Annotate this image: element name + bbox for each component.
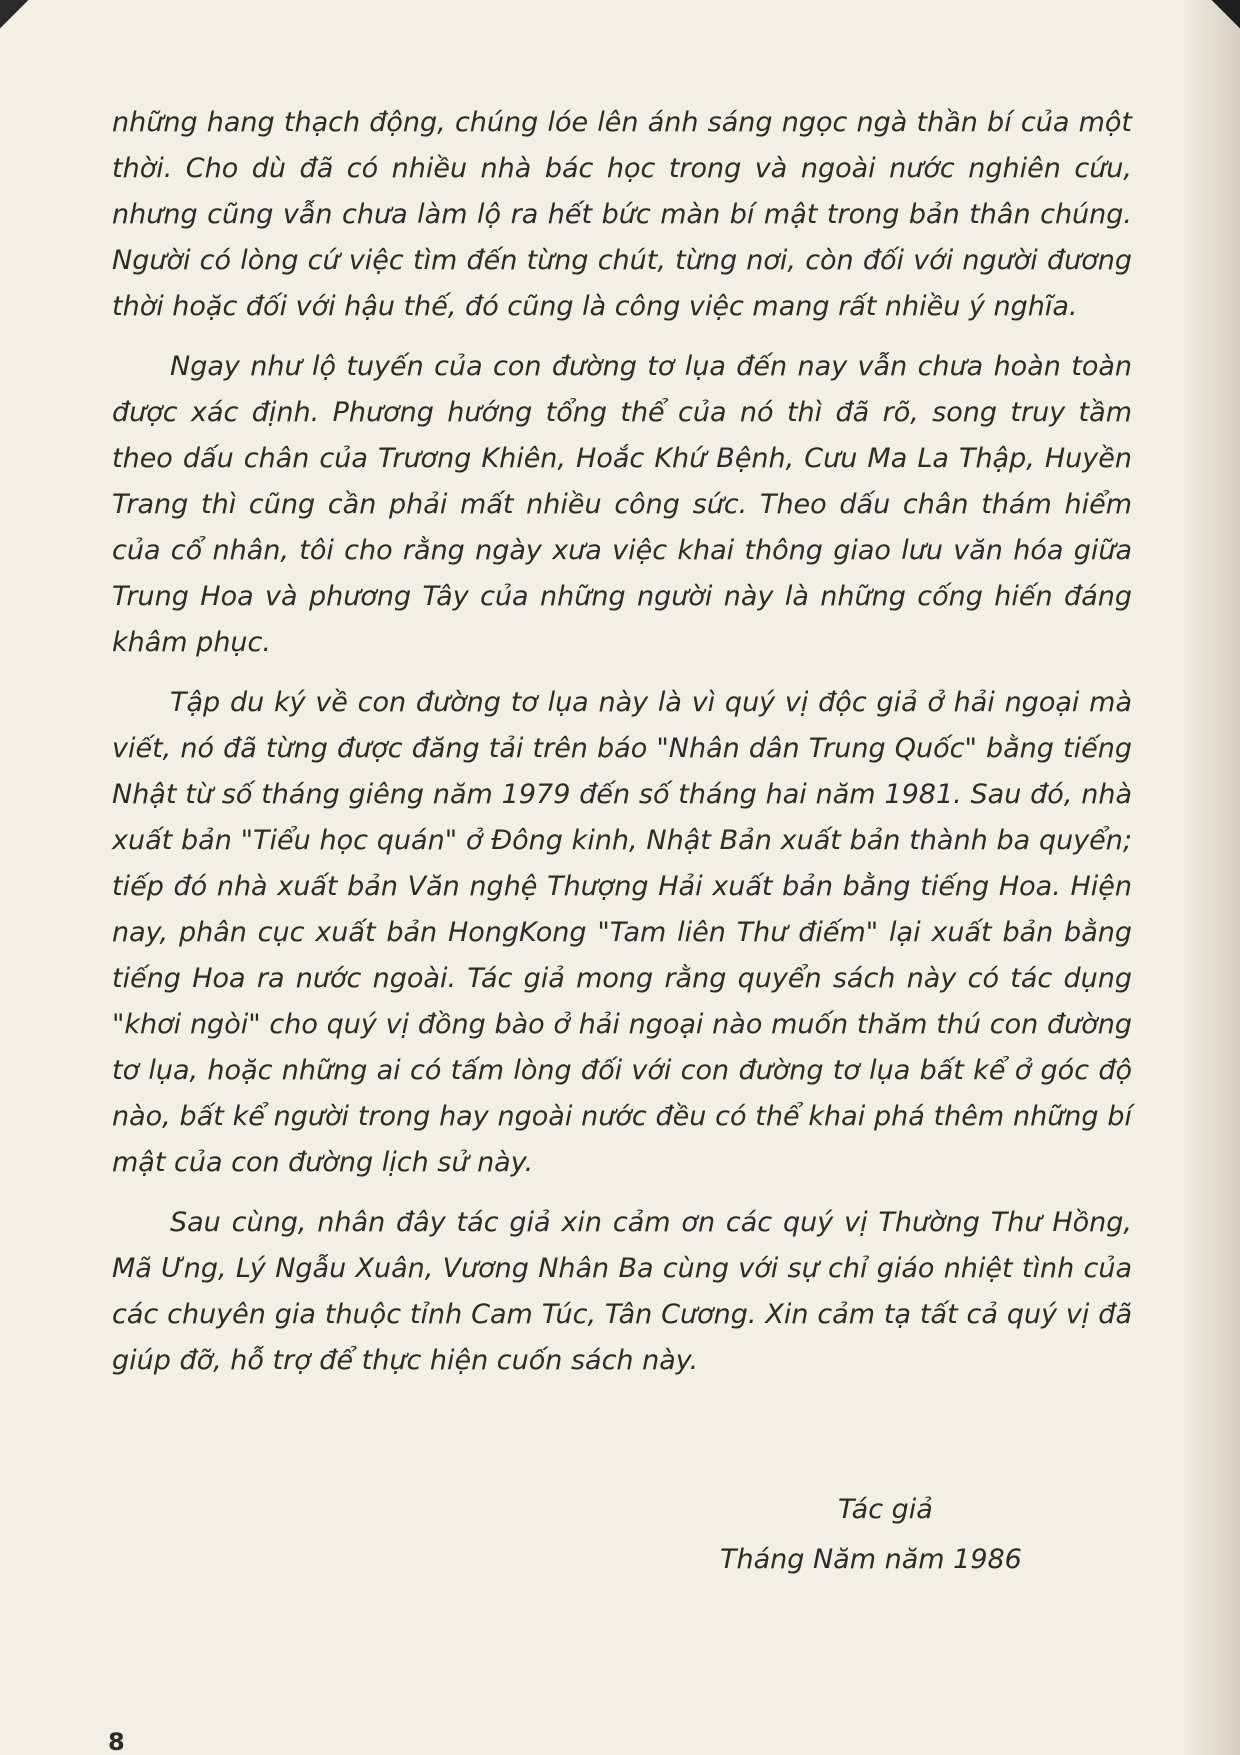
signature-date: Tháng Năm năm 1986 <box>720 1544 1022 1575</box>
paragraph-continued: những hang thạch động, chúng lóe lên ánh sáng ngọc ngà thần bí của một thời. Cho dù đã có nhiều nhà bác học trong và ngoài nước nghiên cứu, nhưng cũng vẫn chưa làm lộ ra hết bức màn bí mật trong bản thân chúng. Người có lòng cứ việc tìm đến từng chút, từng nơi, còn đối với người đương thời hoặc đối với hậu thế, đó cũng là công việc mang rất nhiều ý nghĩa. <box>112 107 1132 322</box>
page-edge-shadow <box>1180 0 1240 1755</box>
page-number: 8 <box>108 1728 125 1755</box>
scan-corner-left <box>0 0 40 40</box>
paragraph-acknowledgements: Sau cùng, nhân đây tác giả xin cảm ơn các quý vị Thường Thư Hồng, Mã Ưng, Lý Ngẫu Xuân, Vương Nhân Ba cùng với sự chỉ giáo nhiệt tình của các chuyên gia thuộc tỉnh Cam Túc, Tân Cương. Xin cảm tạ tất cả quý vị đã giúp đỡ, hỗ trợ để thực hiện cuốn sách này. <box>112 1207 1132 1376</box>
signature-block <box>720 1485 1140 1585</box>
scan-corner-right <box>1200 0 1240 30</box>
paragraph-publication-history: Tập du ký về con đường tơ lụa này là vì quý vị độc giả ở hải ngoại mà viết, nó đã từng được đăng tải trên báo "Nhân dân Trung Quốc" bằng tiếng Nhật từ số tháng giêng năm 1979 đến số tháng hai năm 1981. Sau đó, nhà xuất bản "Tiểu học quán" ở Đông kinh, Nhật Bản xuất bản thành ba quyển; tiếp đó nhà xuất bản Văn nghệ Thượng Hải xuất bản bằng tiếng Hoa. Hiện nay, phân cục xuất bản HongKong "Tam liên Thư điếm" lại xuất bản bằng tiếng Hoa ra nước ngoài. Tác giả mong rằng quyển sách này có tác dụng "khơi ngòi" cho quý vị đồng bào ở hải ngoại nào muốn thăm thú con đường tơ lụa, hoặc những ai có tấm lòng đối với con đường tơ lụa bất kể ở góc độ nào, bất kể người trong hay ngoài nước đều có thể khai phá thêm những bí mật của con đường lịch sử này. <box>112 687 1132 1178</box>
signature-author: Tác giả <box>838 1494 933 1525</box>
paragraph-silk-road-route: Ngay như lộ tuyến của con đường tơ lụa đến nay vẫn chưa hoàn toàn được xác định. Phương hướng tổng thể của nó thì đã rõ, song truy tầm theo dấu chân của Trương Khiên, Hoắc Khứ Bệnh, Cưu Ma La Thập, Huyền Trang thì cũng cần phải mất nhiều công sức. Theo dấu chân thám hiểm của cổ nhân, tôi cho rằng ngày xưa việc khai thông giao lưu văn hóa giữa Trung Hoa và phương Tây của những người này là những cống hiến đáng khâm phục. <box>112 351 1132 658</box>
body-text <box>112 100 1132 1384</box>
